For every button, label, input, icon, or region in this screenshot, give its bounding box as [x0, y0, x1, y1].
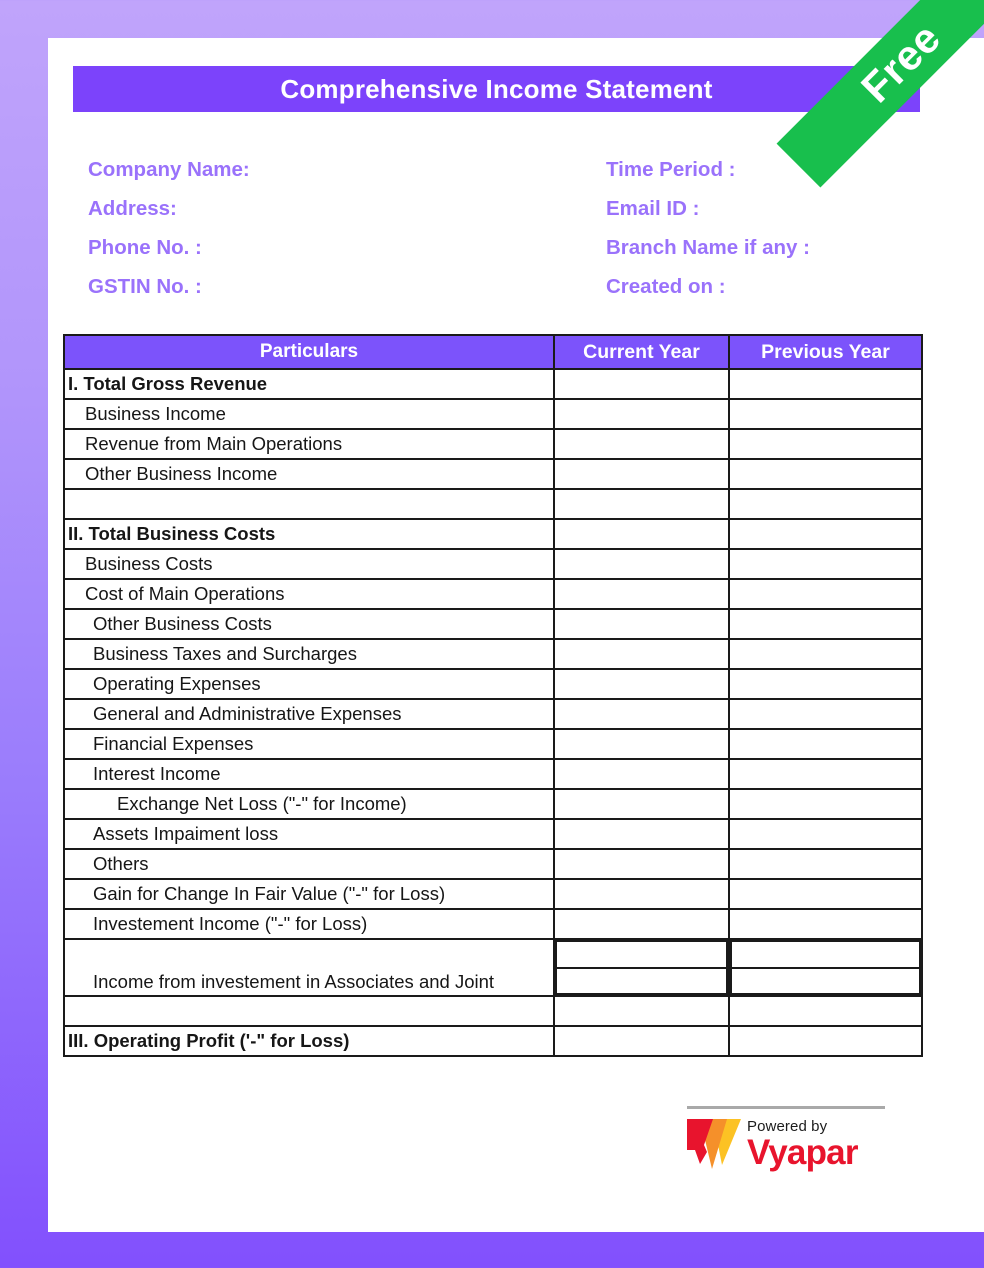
table-row — [64, 939, 922, 996]
table-row — [64, 669, 922, 699]
cell-current-year[interactable] — [554, 879, 729, 909]
table-header-row — [64, 335, 922, 369]
cell-previous-year[interactable] — [729, 489, 922, 519]
row-label: Exchange Net Loss ("-" for Income) — [117, 792, 407, 814]
cell-particulars — [64, 519, 554, 549]
cell-previous-year[interactable] — [729, 909, 922, 939]
row-label: I. Total Gross Revenue — [68, 372, 268, 394]
table-row — [64, 849, 922, 879]
cell-current-year[interactable] — [554, 1026, 729, 1056]
table-row — [64, 429, 922, 459]
cell-particulars — [64, 849, 554, 879]
table-row — [64, 609, 922, 639]
document-title-banner — [73, 66, 920, 112]
cell-half[interactable] — [555, 967, 728, 996]
cell-previous-year[interactable] — [729, 369, 922, 399]
cell-previous-year[interactable] — [729, 849, 922, 879]
table-body — [64, 369, 922, 1056]
cell-previous-year[interactable] — [729, 879, 922, 909]
table-row — [64, 879, 922, 909]
cell-current-year[interactable] — [554, 489, 729, 519]
cell-current-year[interactable] — [554, 459, 729, 489]
table-row — [64, 996, 922, 1026]
vyapar-logo-icon — [687, 1119, 741, 1169]
row-label: Business Taxes and Surcharges — [93, 642, 357, 664]
cell-particulars — [64, 819, 554, 849]
cell-current-year[interactable] — [554, 429, 729, 459]
row-label: Business Income — [85, 402, 226, 424]
income-statement-table — [63, 334, 923, 1057]
cell-particulars — [64, 549, 554, 579]
cell-previous-year[interactable] — [729, 1026, 922, 1056]
cell-particulars — [64, 1026, 554, 1056]
table-row — [64, 459, 922, 489]
brand-text-column — [747, 1118, 858, 1172]
cell-previous-year[interactable] — [729, 399, 922, 429]
cell-half[interactable] — [730, 967, 921, 996]
table-row — [64, 819, 922, 849]
field-label-time-period: Time Period : — [606, 157, 736, 181]
row-label: Other Business Income — [85, 462, 278, 484]
cell-current-year[interactable] — [554, 399, 729, 429]
table-row — [64, 369, 922, 399]
cell-current-year[interactable] — [554, 849, 729, 879]
cell-particulars — [64, 879, 554, 909]
field-label-gstin-no: GSTIN No. : — [88, 274, 202, 298]
cell-particulars — [64, 459, 554, 489]
free-ribbon-label: Free — [851, 13, 950, 112]
cell-previous-year[interactable] — [729, 759, 922, 789]
field-label-created-on: Created on : — [606, 274, 726, 298]
row-label: Business Costs — [85, 552, 213, 574]
cell-current-year[interactable] — [554, 909, 729, 939]
meta-row — [88, 267, 948, 306]
table-row — [64, 789, 922, 819]
cell-current-year[interactable] — [554, 369, 729, 399]
cell-previous-year[interactable] — [729, 519, 922, 549]
table-row — [64, 729, 922, 759]
table-row — [64, 519, 922, 549]
cell-previous-year[interactable] — [729, 579, 922, 609]
page-title: Comprehensive Income Statement — [280, 73, 713, 104]
cell-previous-year[interactable] — [729, 669, 922, 699]
cell-current-year[interactable] — [554, 639, 729, 669]
cell-particulars — [64, 789, 554, 819]
vyapar-wordmark: Vyapar — [747, 1132, 858, 1172]
cell-half[interactable] — [730, 940, 921, 969]
field-label-company-name: Company Name: — [88, 157, 250, 181]
cell-previous-year[interactable] — [729, 819, 922, 849]
cell-current-year[interactable] — [554, 519, 729, 549]
row-label: General and Administrative Expenses — [93, 702, 402, 724]
meta-row — [88, 228, 948, 267]
cell-previous-year[interactable] — [729, 429, 922, 459]
row-label: II. Total Business Costs — [68, 522, 276, 544]
table-row — [64, 759, 922, 789]
field-label-phone-no: Phone No. : — [88, 235, 202, 259]
brand-row — [687, 1118, 887, 1172]
cell-previous-year[interactable] — [729, 996, 922, 1026]
row-label: Investement Income ("-" for Loss) — [93, 912, 368, 934]
cell-particulars — [64, 729, 554, 759]
cell-particulars — [64, 759, 554, 789]
cell-current-year[interactable] — [554, 819, 729, 849]
table-row — [64, 489, 922, 519]
cell-particulars — [64, 609, 554, 639]
cell-particulars — [64, 489, 554, 519]
row-label: Interest Income — [93, 762, 221, 784]
column-header-particulars: Particulars — [64, 335, 554, 369]
cell-current-year[interactable] — [554, 996, 729, 1026]
cell-current-year[interactable] — [554, 699, 729, 729]
cell-current-year[interactable] — [554, 669, 729, 699]
cell-current-year[interactable] — [554, 789, 729, 819]
cell-current-year[interactable] — [554, 609, 729, 639]
cell-previous-year[interactable] — [729, 729, 922, 759]
column-header-current-year: Current Year — [554, 335, 729, 369]
row-label: Operating Expenses — [93, 672, 261, 694]
row-label: Other Business Costs — [93, 612, 272, 634]
cell-previous-year[interactable] — [729, 699, 922, 729]
row-label: Cost of Main Operations — [85, 582, 285, 604]
cell-current-year[interactable] — [554, 939, 729, 996]
table-row — [64, 549, 922, 579]
cell-particulars — [64, 639, 554, 669]
cell-previous-year[interactable] — [729, 639, 922, 669]
cell-particulars — [64, 579, 554, 609]
cell-particulars — [64, 369, 554, 399]
cell-previous-year[interactable] — [729, 609, 922, 639]
cell-previous-year[interactable] — [729, 789, 922, 819]
cell-current-year[interactable] — [554, 759, 729, 789]
row-label: Revenue from Main Operations — [85, 432, 343, 454]
table-row — [64, 639, 922, 669]
row-label: Others — [93, 852, 149, 874]
table-row — [64, 1026, 922, 1056]
row-label: Income from investement in Associates and Joint — [93, 971, 495, 993]
column-header-previous-year: Previous Year — [729, 335, 922, 369]
field-label-email-id: Email ID : — [606, 196, 700, 220]
table-row — [64, 909, 922, 939]
cell-half[interactable] — [555, 940, 728, 969]
row-label: III. Operating Profit ('-" for Loss) — [68, 1029, 350, 1051]
powered-by-label: Powered by — [747, 1118, 828, 1136]
table-row — [64, 699, 922, 729]
row-label: Financial Expenses — [93, 732, 254, 754]
cell-previous-year[interactable] — [729, 939, 922, 996]
meta-row — [88, 189, 948, 228]
cell-particulars — [64, 939, 554, 996]
cell-current-year[interactable] — [554, 579, 729, 609]
cell-previous-year[interactable] — [729, 549, 922, 579]
cell-particulars — [64, 699, 554, 729]
brand-divider — [687, 1106, 885, 1109]
cell-particulars — [64, 909, 554, 939]
table-row — [64, 579, 922, 609]
footer-branding — [687, 1106, 887, 1172]
cell-particulars — [64, 429, 554, 459]
document-card — [48, 38, 984, 1232]
cell-current-year[interactable] — [554, 549, 729, 579]
field-label-branch-name: Branch Name if any : — [606, 235, 810, 259]
row-label: Gain for Change In Fair Value ("-" for Loss) — [93, 882, 446, 904]
table-row — [64, 399, 922, 429]
field-label-address: Address: — [88, 196, 177, 220]
cell-current-year[interactable] — [554, 729, 729, 759]
cell-particulars — [64, 669, 554, 699]
cell-particulars — [64, 399, 554, 429]
row-label: Assets Impaiment loss — [93, 822, 279, 844]
cell-previous-year[interactable] — [729, 459, 922, 489]
cell-particulars — [64, 996, 554, 1026]
